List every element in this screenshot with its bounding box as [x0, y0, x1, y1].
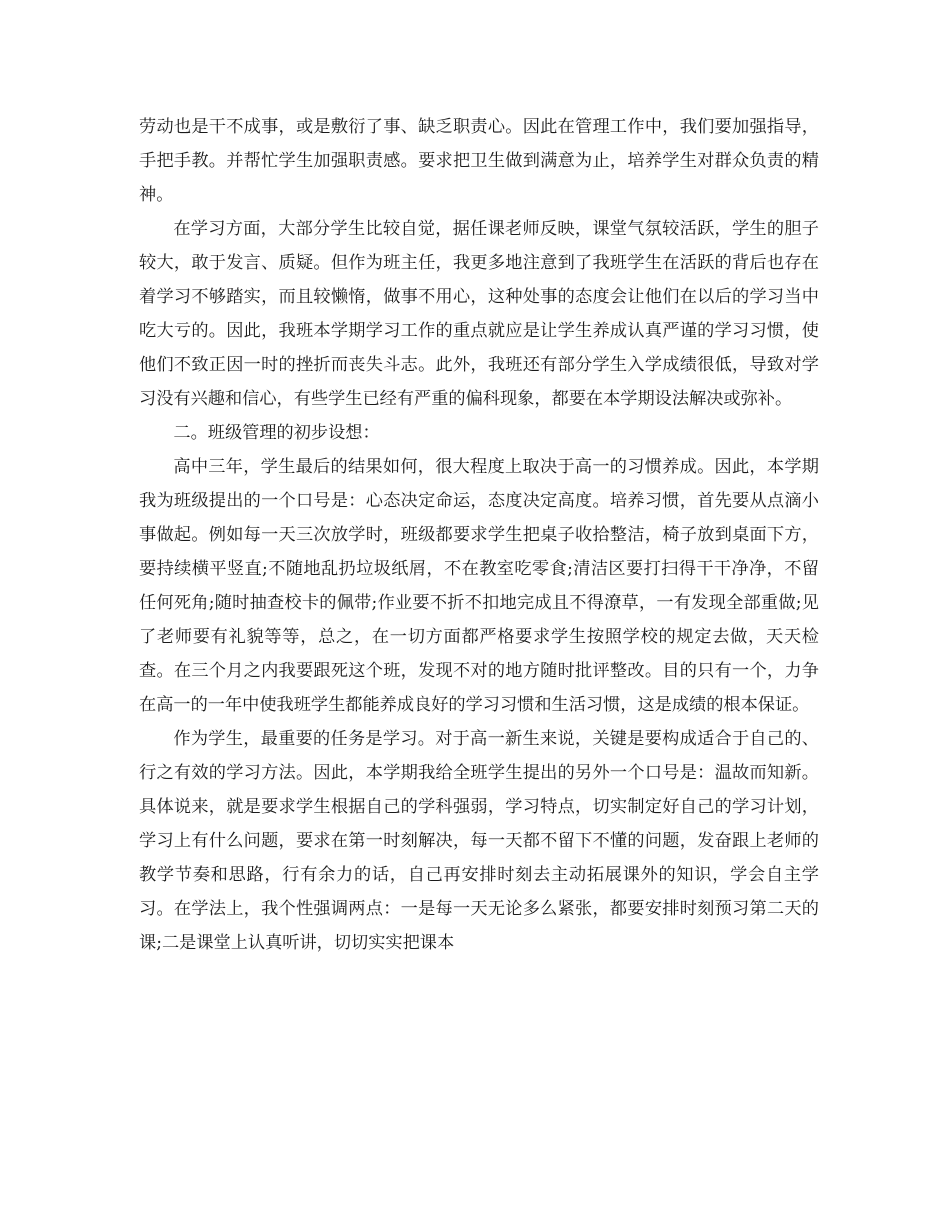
section-heading: 二。班级管理的初步设想： [173, 423, 380, 443]
paragraph-2: 在学习方面，大部分学生比较自觉，据任课老师反映，课堂气氛较活跃，学生的胆子较大，敢于发言、质疑。但作为班主任，我更多地注意到了我班学生在活跃的背后也存在着学习不够踏实，而且较懒惰，做事不用心，这种处事的态度会让他们在以后的学习当中吃大亏的。因此，我班本学期学习工作的重点就应是让学生养成认真严谨的学习习惯，使他们不致正因一时的挫折而丧失斗志。此外，我班还有部分学生入学成绩很低，导致对学习没有兴趣和信心，有些学生已经有严重的偏科现象，都要在本学期设法解决或弥补。 [139, 219, 819, 409]
paragraph-3: 高中三年，学生最后的结果如何，很大程度上取决于高一的习惯养成。因此，本学期我为班级提出的一个口号是：心态决定命运，态度决定高度。培养习惯，首先要从点滴小事做起。例如每一天三次放学时，班级都要求学生把桌子收拾整洁，椅子放到桌面下方，要持续横平竖直;不随地乱扔垃圾纸屑，不在教室吃零食;清洁区要打扫得干干净净，不留任何死角;随时抽查校卡的佩带;作业要不折不扣地完成且不得潦草，一有发现全部重做;见了老师要有礼貌等等，总之，在一切方面都严格要求学生按照学校的规定去做，天天检查。在三个月之内我要跟死这个班，发现不对的地方随时批评整改。目的只有一个，力争在高一的一年中使我班学生都能养成良好的学习习惯和生活习惯，这是成绩的根本保证。 [139, 457, 819, 715]
document-body [139, 110, 819, 960]
paragraph-4: 作为学生，最重要的任务是学习。对于高一新生来说，关键是要构成适合于自己的、行之有效的学习方法。因此，本学期我给全班学生提出的另外一个口号是：温故而知新。具体说来，就是要求学生根据自己的学科强弱，学习特点，切实制定好自己的学习计划，学习上有什么问题，要求在第一时刻解决，每一天都不留下不懂的问题，发奋跟上老师的教学节奏和思路，行有余力的话，自己再安排时刻去主动拓展课外的知识，学会自主学习。在学法上，我个性强调两点：一是每一天无论多么紧张，都要安排时刻预习第二天的课;二是课堂上认真听讲，切切实实把课本 [139, 729, 819, 953]
paragraph-1: 劳动也是干不成事，或是敷衍了事、缺乏职责心。因此在管理工作中，我们要加强指导，手把手教。并帮忙学生加强职责感。要求把卫生做到满意为止，培养学生对群众负责的精神。 [139, 117, 819, 205]
